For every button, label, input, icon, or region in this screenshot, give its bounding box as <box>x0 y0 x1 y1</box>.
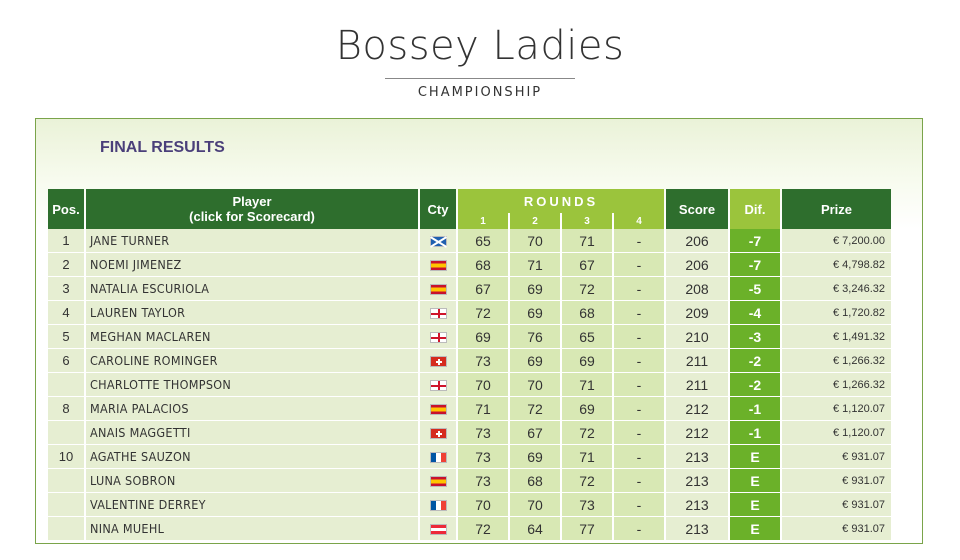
col-score-header: Score <box>666 189 728 229</box>
round-2-score: 71 <box>510 253 560 277</box>
player-name-link[interactable]: LAUREN TAYLOR <box>86 301 418 325</box>
round-1-score: 73 <box>458 469 508 493</box>
round-4-score: - <box>614 253 664 277</box>
difference-badge: -1 <box>730 397 780 421</box>
country-cell <box>420 373 456 397</box>
round-2-score: 69 <box>510 301 560 325</box>
country-cell <box>420 517 456 541</box>
tournament-subtitle: CHAMPIONSHIP <box>417 85 543 100</box>
player-name-link[interactable]: JANE TURNER <box>86 229 418 253</box>
round-1-score: 70 <box>458 493 508 517</box>
prize-amount: € 1,120.07 <box>782 397 891 421</box>
table-row <box>48 445 891 469</box>
tournament-logo <box>0 22 960 100</box>
col-prize-header: Prize <box>782 189 891 229</box>
panel-title: FINAL RESULTS <box>100 139 225 156</box>
round-1-score: 72 <box>458 517 508 541</box>
round-4-score: - <box>614 325 664 349</box>
country-cell <box>420 325 456 349</box>
round-3-score: 65 <box>562 325 612 349</box>
round-1-score: 70 <box>458 373 508 397</box>
table-row <box>48 469 891 493</box>
player-name-link[interactable]: NATALIA ESCURIOLA <box>86 277 418 301</box>
spain-flag-icon <box>430 476 447 487</box>
pos-cell <box>48 421 84 445</box>
player-name-link[interactable]: NINA MUEHL <box>86 517 418 541</box>
total-score: 206 <box>666 253 728 277</box>
round-4-score: - <box>614 517 664 541</box>
table-row <box>48 517 891 541</box>
round-2-header: 2 <box>510 213 560 229</box>
country-cell <box>420 421 456 445</box>
round-2-score: 70 <box>510 229 560 253</box>
round-3-score: 72 <box>562 469 612 493</box>
table-row <box>48 349 891 373</box>
round-3-score: 71 <box>562 445 612 469</box>
total-score: 206 <box>666 229 728 253</box>
table-row <box>48 493 891 517</box>
round-2-score: 68 <box>510 469 560 493</box>
country-cell <box>420 277 456 301</box>
pos-cell: 2 <box>48 253 84 277</box>
player-name-link[interactable]: ANAIS MAGGETTI <box>86 421 418 445</box>
round-1-score: 72 <box>458 301 508 325</box>
pos-cell: 1 <box>48 229 84 253</box>
round-1-score: 68 <box>458 253 508 277</box>
round-3-score: 68 <box>562 301 612 325</box>
round-4-score: - <box>614 397 664 421</box>
pos-cell <box>48 373 84 397</box>
round-3-score: 67 <box>562 253 612 277</box>
pos-cell <box>48 469 84 493</box>
logo-divider <box>385 78 575 79</box>
difference-badge: E <box>730 445 780 469</box>
round-3-score: 72 <box>562 277 612 301</box>
round-4-score: - <box>614 373 664 397</box>
country-cell <box>420 301 456 325</box>
country-cell <box>420 253 456 277</box>
table-row <box>48 301 891 325</box>
round-4-score: - <box>614 349 664 373</box>
england-flag-icon <box>430 308 447 319</box>
round-3-score: 73 <box>562 493 612 517</box>
austria-flag-icon <box>430 524 447 535</box>
col-pos-header: Pos. <box>48 189 84 229</box>
player-name-link[interactable]: AGATHE SAUZON <box>86 445 418 469</box>
pos-cell: 10 <box>48 445 84 469</box>
player-header-hint: (click for Scorecard) <box>189 209 315 224</box>
country-cell <box>420 349 456 373</box>
total-score: 210 <box>666 325 728 349</box>
difference-badge: -2 <box>730 349 780 373</box>
difference-badge: -1 <box>730 421 780 445</box>
round-1-score: 71 <box>458 397 508 421</box>
table-row <box>48 421 891 445</box>
round-4-header: 4 <box>614 213 664 229</box>
scotland-flag-icon <box>430 236 447 247</box>
col-city-header: Cty <box>420 189 456 229</box>
total-score: 213 <box>666 445 728 469</box>
pos-cell: 8 <box>48 397 84 421</box>
england-flag-icon <box>430 380 447 391</box>
round-4-score: - <box>614 469 664 493</box>
total-score: 213 <box>666 493 728 517</box>
spain-flag-icon <box>430 404 447 415</box>
pos-cell: 6 <box>48 349 84 373</box>
player-name-link[interactable]: CHARLOTTE THOMPSON <box>86 373 418 397</box>
prize-amount: € 1,120.07 <box>782 421 891 445</box>
round-3-score: 77 <box>562 517 612 541</box>
round-3-header: 3 <box>562 213 612 229</box>
table-row <box>48 373 891 397</box>
round-2-score: 67 <box>510 421 560 445</box>
country-cell <box>420 229 456 253</box>
prize-amount: € 7,200.00 <box>782 229 891 253</box>
pos-cell <box>48 517 84 541</box>
player-name-link[interactable]: CAROLINE ROMINGER <box>86 349 418 373</box>
round-3-score: 69 <box>562 349 612 373</box>
col-dif-header: Dif. <box>730 189 780 229</box>
country-cell <box>420 493 456 517</box>
spain-flag-icon <box>430 284 447 295</box>
prize-amount: € 1,491.32 <box>782 325 891 349</box>
difference-badge: -7 <box>730 229 780 253</box>
country-cell <box>420 397 456 421</box>
round-2-score: 72 <box>510 397 560 421</box>
player-name-link[interactable]: LUNA SOBRON <box>86 469 418 493</box>
table-row <box>48 397 891 421</box>
total-score: 211 <box>666 349 728 373</box>
france-flag-icon <box>430 500 447 511</box>
swiss-flag-icon <box>430 356 447 367</box>
difference-badge: -4 <box>730 301 780 325</box>
results-panel <box>35 118 923 544</box>
round-2-score: 76 <box>510 325 560 349</box>
player-name-link[interactable]: MEGHAN MACLAREN <box>86 325 418 349</box>
prize-amount: € 1,720.82 <box>782 301 891 325</box>
swiss-flag-icon <box>430 428 447 439</box>
total-score: 213 <box>666 517 728 541</box>
round-2-score: 69 <box>510 445 560 469</box>
round-3-score: 69 <box>562 397 612 421</box>
total-score: 209 <box>666 301 728 325</box>
round-1-header: 1 <box>458 213 508 229</box>
player-name-link[interactable]: NOEMI JIMENEZ <box>86 253 418 277</box>
col-player-header <box>86 189 418 229</box>
difference-badge: -2 <box>730 373 780 397</box>
round-4-score: - <box>614 493 664 517</box>
difference-badge: E <box>730 469 780 493</box>
round-4-score: - <box>614 421 664 445</box>
england-flag-icon <box>430 332 447 343</box>
pos-cell: 5 <box>48 325 84 349</box>
prize-amount: € 1,266.32 <box>782 349 891 373</box>
total-score: 213 <box>666 469 728 493</box>
round-1-score: 73 <box>458 421 508 445</box>
round-4-score: - <box>614 277 664 301</box>
round-4-score: - <box>614 301 664 325</box>
total-score: 208 <box>666 277 728 301</box>
pos-cell: 4 <box>48 301 84 325</box>
player-header-label: Player <box>232 194 272 209</box>
table-row <box>48 253 891 277</box>
round-2-score: 70 <box>510 373 560 397</box>
round-3-score: 72 <box>562 421 612 445</box>
france-flag-icon <box>430 452 447 463</box>
round-4-score: - <box>614 445 664 469</box>
table-row <box>48 277 891 301</box>
difference-badge: E <box>730 517 780 541</box>
round-2-score: 70 <box>510 493 560 517</box>
difference-badge: E <box>730 493 780 517</box>
round-4-score: - <box>614 229 664 253</box>
total-score: 212 <box>666 421 728 445</box>
tournament-title: Bossey Ladies <box>335 23 625 69</box>
round-1-score: 67 <box>458 277 508 301</box>
pos-cell: 3 <box>48 277 84 301</box>
col-rounds-header: ROUNDS <box>458 189 664 213</box>
prize-amount: € 931.07 <box>782 517 891 541</box>
prize-amount: € 931.07 <box>782 469 891 493</box>
round-1-score: 65 <box>458 229 508 253</box>
player-name-link[interactable]: MARIA PALACIOS <box>86 397 418 421</box>
prize-amount: € 4,798.82 <box>782 253 891 277</box>
prize-amount: € 931.07 <box>782 493 891 517</box>
round-2-score: 69 <box>510 277 560 301</box>
round-3-score: 71 <box>562 373 612 397</box>
table-row <box>48 229 891 253</box>
difference-badge: -7 <box>730 253 780 277</box>
pos-cell <box>48 493 84 517</box>
country-cell <box>420 445 456 469</box>
player-name-link[interactable]: VALENTINE DERREY <box>86 493 418 517</box>
country-cell <box>420 469 456 493</box>
round-3-score: 71 <box>562 229 612 253</box>
prize-amount: € 1,266.32 <box>782 373 891 397</box>
prize-amount: € 3,246.32 <box>782 277 891 301</box>
difference-badge: -3 <box>730 325 780 349</box>
round-1-score: 69 <box>458 325 508 349</box>
round-1-score: 73 <box>458 349 508 373</box>
results-table <box>46 189 893 541</box>
difference-badge: -5 <box>730 277 780 301</box>
spain-flag-icon <box>430 260 447 271</box>
total-score: 212 <box>666 397 728 421</box>
round-2-score: 64 <box>510 517 560 541</box>
total-score: 211 <box>666 373 728 397</box>
round-2-score: 69 <box>510 349 560 373</box>
prize-amount: € 931.07 <box>782 445 891 469</box>
table-row <box>48 325 891 349</box>
round-1-score: 73 <box>458 445 508 469</box>
